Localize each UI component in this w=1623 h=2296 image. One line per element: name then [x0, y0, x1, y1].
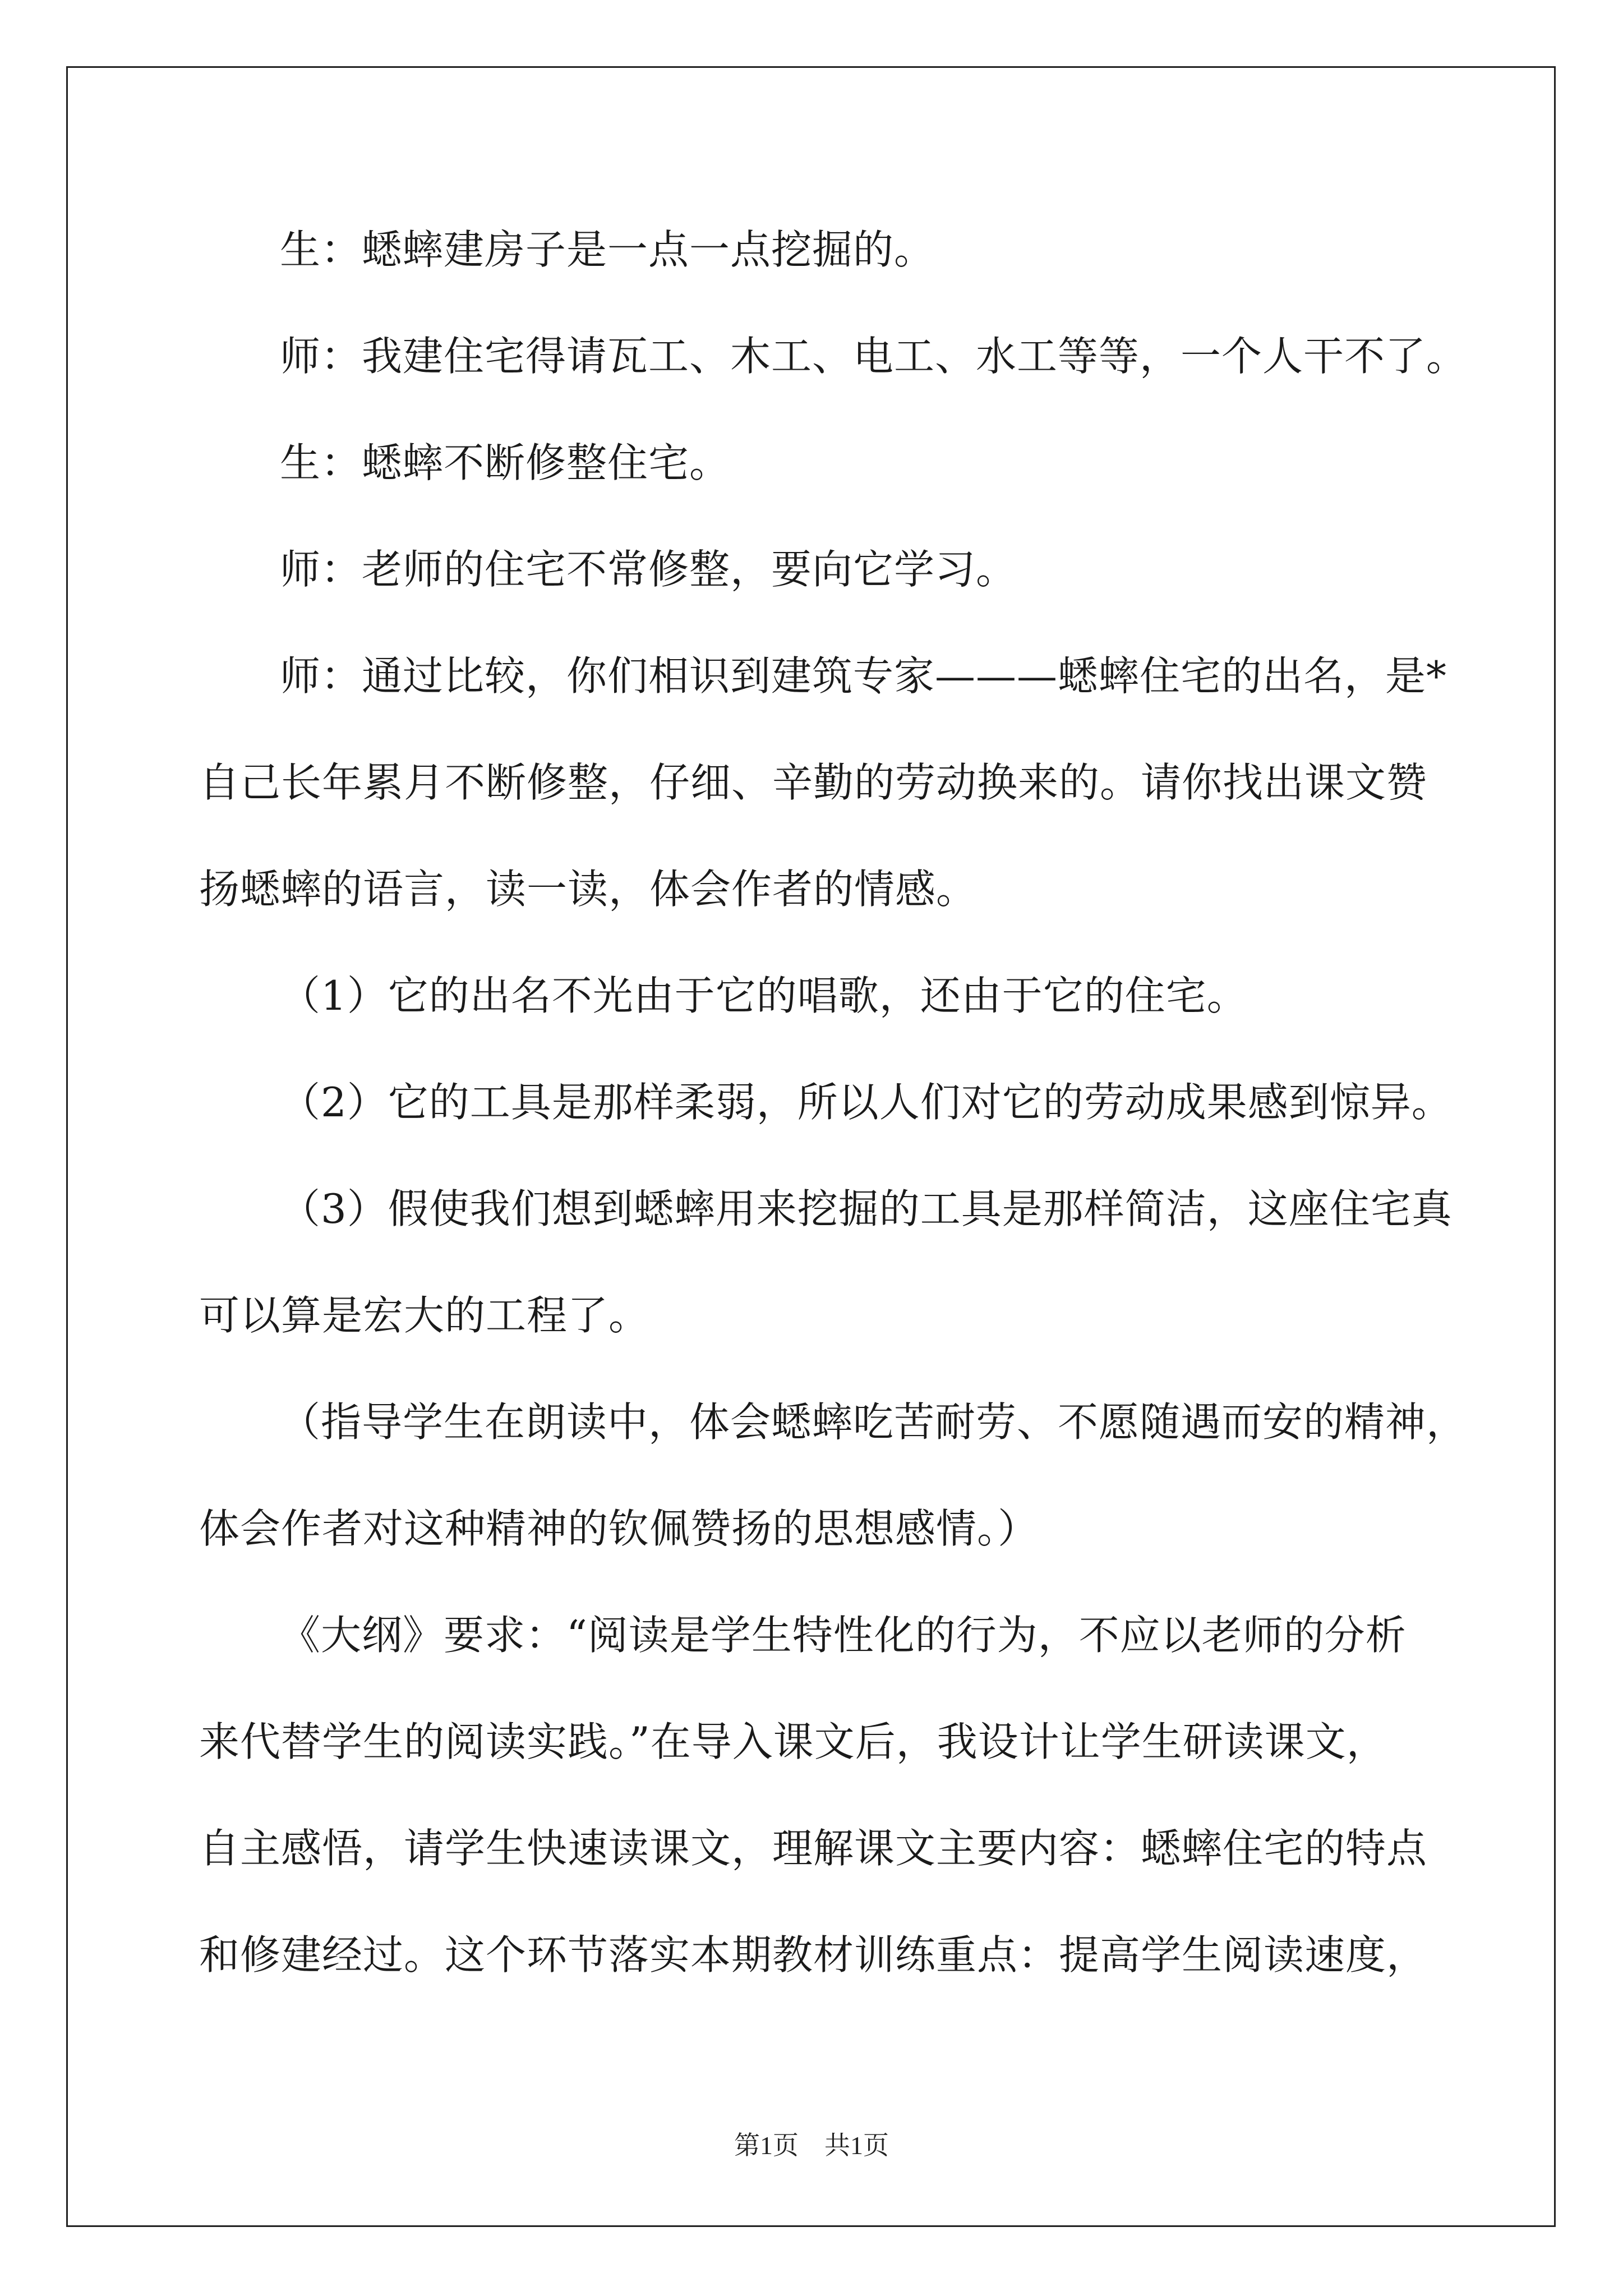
paragraph-line: 来代替学生的阅读实践。”在导入课文后，我设计让学生研读课文，	[199, 1718, 1387, 1765]
paragraph-line: 《大纲》要求：“阅读是学生特性化的行为，不应以老师的分析	[280, 1612, 1407, 1659]
paragraph-line: 生：蟋蟀建房子是一点一点挖掘的。	[280, 226, 935, 273]
paragraph-line: 师：通过比较，你们相识到建筑专家———蟋蟀住宅的出名，是*	[280, 652, 1447, 700]
paragraph-line: 自主感悟，请学生快速读课文，理解课文主要内容：蟋蟀住宅的特点	[199, 1825, 1428, 1872]
page-border	[66, 66, 1556, 2227]
paragraph-line: （3）假使我们想到蟋蟀用来挖掘的工具是那样简洁，这座住宅真	[280, 1185, 1453, 1232]
paragraph-line: 体会作者对这种精神的钦佩赞扬的思想感情。）	[199, 1505, 1039, 1552]
paragraph-line: 生：蟋蟀不断修整住宅。	[280, 439, 731, 486]
paragraph-line: 和修建经过。这个环节落实本期教材训练重点：提高学生阅读速度，	[199, 1931, 1428, 1978]
paragraph-line: 可以算是宏大的工程了。	[199, 1292, 650, 1339]
paragraph-line: 扬蟋蟀的语言，读一读，体会作者的情感。	[199, 866, 978, 913]
paragraph-line: （指导学生在朗读中，体会蟋蟀吃苦耐劳、不愿随遇而安的精神，	[280, 1398, 1468, 1446]
paragraph-line: 自己长年累月不断修整，仔细、辛勤的劳动换来的。请你找出课文赞	[199, 759, 1428, 806]
paragraph-line: （1）它的出名不光由于它的唱歌，还由于它的住宅。	[280, 972, 1248, 1019]
page-number-footer: 第1页 共1页	[734, 2131, 889, 2160]
paragraph-line: （2）它的工具是那样柔弱，所以人们对它的劳动成果感到惊异。	[280, 1079, 1453, 1126]
paragraph-line: 师：老师的住宅不常修整，要向它学习。	[280, 546, 1017, 593]
paragraph-line: 师：我建住宅得请瓦工、木工、电工、水工等等，一个人干不了。	[280, 333, 1468, 380]
